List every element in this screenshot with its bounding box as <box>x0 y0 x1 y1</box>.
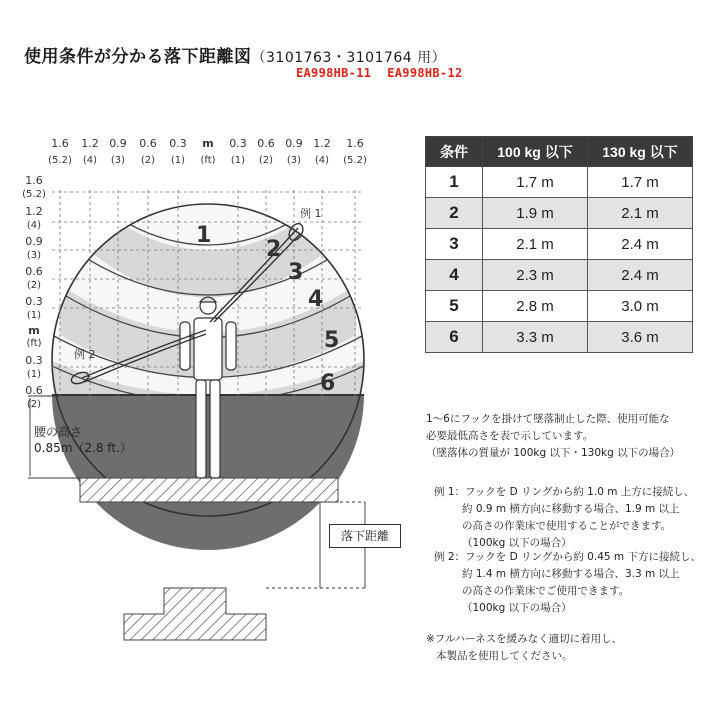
top-tick-ft: (3) <box>286 155 302 166</box>
top-tick-m: 0.6 <box>139 137 157 150</box>
left-tick-ft: (1) <box>26 310 42 321</box>
zone-label-5: 5 <box>324 328 340 353</box>
cell-100kg: 2.8 m <box>483 291 588 322</box>
cell-130kg: 3.6 m <box>588 322 693 353</box>
note-line: 必要最低高さを表で示しています。 <box>426 430 594 442</box>
footnote-line: 本製品を使用してください。 <box>436 650 573 662</box>
cell-condition: 6 <box>426 322 483 353</box>
top-tick-ft: (5.2) <box>48 155 72 166</box>
example-line: （100kg 以下の場合） <box>462 602 572 614</box>
zone-label-1: 1 <box>196 223 212 248</box>
left-tick-ft: (2) <box>26 280 42 291</box>
left-tick-m: 0.9 <box>25 235 43 248</box>
top-tick-m: 0.6 <box>257 137 275 150</box>
cell-130kg: 3.0 m <box>588 291 693 322</box>
cell-condition: 2 <box>426 198 483 229</box>
table-row <box>426 291 693 322</box>
table-row <box>426 322 693 353</box>
waist-line <box>52 394 364 396</box>
waist-height-label <box>34 424 132 456</box>
top-tick-m: 1.2 <box>313 137 331 150</box>
top-tick-ft: (2) <box>140 155 156 166</box>
footnote <box>426 631 622 665</box>
cell-100kg: 1.7 m <box>483 167 588 198</box>
example-1-text <box>434 484 694 552</box>
table-header-row <box>426 137 693 167</box>
left-tick-ft: (5.2) <box>22 189 46 200</box>
cell-condition: 1 <box>426 167 483 198</box>
zone-label-6: 6 <box>320 371 336 396</box>
top-tick-ft: (1) <box>170 155 186 166</box>
title-main: 使用条件が分かる落下距離図 <box>24 47 252 67</box>
zone-label-3: 3 <box>288 260 304 285</box>
left-tick-unit: m <box>28 324 40 337</box>
header-condition: 条件 <box>426 137 483 167</box>
note-line: 1～6にフックを掛けて墜落制止した際、使用可能な <box>426 413 670 425</box>
cell-100kg: 2.3 m <box>483 260 588 291</box>
working-floor <box>80 478 338 502</box>
cell-condition: 4 <box>426 260 483 291</box>
top-tick-m: 0.9 <box>109 137 127 150</box>
top-tick-m: 1.6 <box>346 137 364 150</box>
example-2-text <box>434 549 701 617</box>
cell-100kg: 1.9 m <box>483 198 588 229</box>
cell-condition: 3 <box>426 229 483 260</box>
left-tick-m: 1.2 <box>25 205 43 218</box>
example-line: 約 0.9 m 横方向に移動する場合、1.9 m 以上 <box>462 503 680 515</box>
title-subtitle: （3101763・3101764 用） <box>251 50 447 66</box>
top-tick-ft: (1) <box>230 155 246 166</box>
condition-table <box>425 136 693 353</box>
top-tick-m: 1.6 <box>51 137 69 150</box>
cell-130kg: 2.4 m <box>588 260 693 291</box>
top-tick-ft: (ft) <box>200 155 216 166</box>
top-tick-m: 0.3 <box>169 137 187 150</box>
top-tick-m: 0.3 <box>229 137 247 150</box>
left-tick-m: 0.6 <box>25 265 43 278</box>
top-tick-ft: (5.2) <box>343 155 367 166</box>
example-line: の高さの作業床で使用することができます。 <box>462 520 672 532</box>
header-100kg: 100 kg 以下 <box>483 137 588 167</box>
cell-condition: 5 <box>426 291 483 322</box>
header-130kg: 130 kg 以下 <box>588 137 693 167</box>
left-tick-ft: (ft) <box>26 338 42 349</box>
left-tick-ft: (4) <box>26 220 42 231</box>
fall-distance-label: 落下距離 <box>329 524 401 548</box>
cell-130kg: 2.1 m <box>588 198 693 229</box>
left-tick-ft: (1) <box>26 369 42 380</box>
top-tick-ft: (2) <box>258 155 274 166</box>
example-line: 例 2：フックを D リングから約 0.45 m 下方に接続し、 <box>434 551 701 563</box>
table-row <box>426 260 693 291</box>
table-row <box>426 198 693 229</box>
cell-130kg: 2.4 m <box>588 229 693 260</box>
top-tick-ft: (4) <box>82 155 98 166</box>
zone-label-2: 2 <box>266 237 282 262</box>
example-line: （100kg 以下の場合） <box>462 537 572 549</box>
example-line: 例 1：フックを D リングから約 1.0 m 上方に接続し、 <box>434 486 695 498</box>
table-row <box>426 229 693 260</box>
example-line: 約 1.4 m 横方向に移動する場合、3.3 m 以上 <box>462 568 680 580</box>
left-tick-m: 0.3 <box>25 295 43 308</box>
cell-100kg: 2.1 m <box>483 229 588 260</box>
waist-height-value: 0.85m（2.8 ft.） <box>34 441 132 455</box>
cell-130kg: 1.7 m <box>588 167 693 198</box>
table-row <box>426 167 693 198</box>
example-2-label: 例 2 <box>74 348 96 361</box>
left-tick-m: 1.6 <box>25 174 43 187</box>
model-number: EA998HB-11 <box>296 66 372 80</box>
cell-100kg: 3.3 m <box>483 322 588 353</box>
top-tick-m: 0.9 <box>285 137 303 150</box>
left-axis <box>22 174 46 410</box>
top-axis <box>48 137 367 166</box>
top-tick-m: 1.2 <box>81 137 99 150</box>
zone-label-4: 4 <box>308 287 324 312</box>
top-tick-ft: (4) <box>314 155 330 166</box>
note-line: （墜落体の質量が 100kg 以下・130kg 以下の場合） <box>426 447 681 459</box>
top-tick-unit: m <box>202 137 214 150</box>
table-notes <box>426 411 680 462</box>
left-tick-ft: (2) <box>26 399 42 410</box>
footnote-line: ※フルハーネスを緩みなく適切に着用し、 <box>426 633 623 645</box>
left-tick-m: 0.6 <box>25 384 43 397</box>
lower-ground <box>124 588 266 640</box>
example-1-label: 例 1 <box>300 207 322 220</box>
left-tick-ft: (3) <box>26 250 42 261</box>
waist-height-title: 腰の高さ <box>34 425 83 439</box>
top-tick-ft: (3) <box>110 155 126 166</box>
example-line: の高さの作業床でご使用できます。 <box>462 585 630 597</box>
left-tick-m: 0.3 <box>25 354 43 367</box>
model-number: EA998HB-12 <box>387 66 463 80</box>
